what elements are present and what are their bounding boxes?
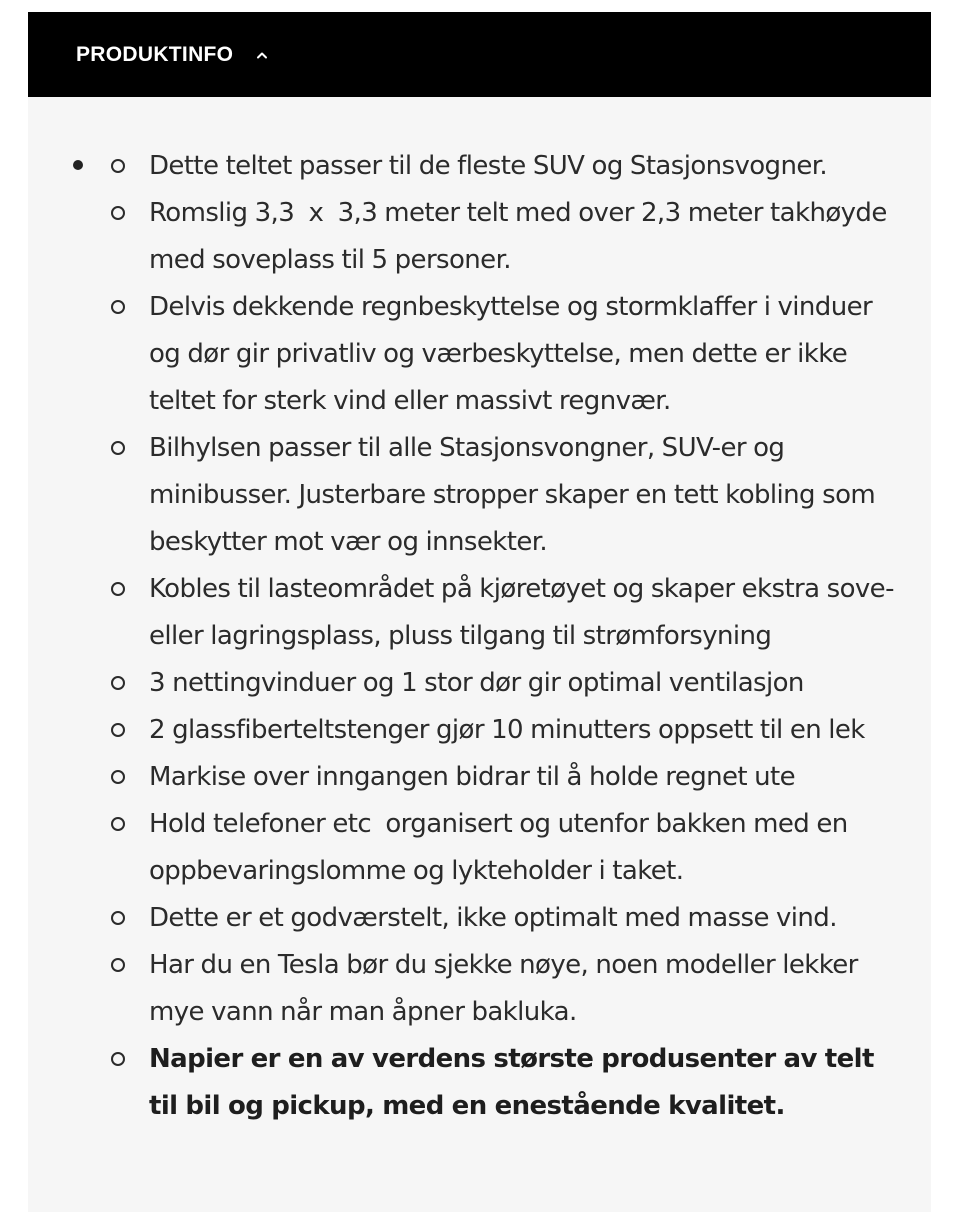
circle-bullet-icon (111, 582, 125, 596)
list-item-text: Delvis dekkende regnbeskyttelse og stormklaffer i vinduer og dør gir privatliv og værbeskyttelse, men dette er ikke teltet for sterk vind eller massivt regnvær. (149, 292, 880, 416)
list-item (149, 942, 894, 1036)
circle-bullet-icon (111, 723, 125, 737)
list-item (149, 143, 894, 190)
chevron-up-icon (255, 48, 269, 62)
list-item-text: Romslig 3,3 x 3,3 meter telt med over 2,3 meter takhøyde med soveplass til 5 personer. (149, 198, 894, 275)
list-item (149, 707, 894, 754)
product-info-panel (28, 12, 931, 1212)
circle-bullet-icon (111, 300, 125, 314)
list-item (149, 801, 894, 895)
feature-list (149, 143, 902, 1130)
circle-bullet-icon (111, 817, 125, 831)
list-item-text: Bilhylsen passer til alle Stasjonsvongner, SUV-er og minibusser. Justerbare stropper skaper en tett kobling som beskytter mot vær og innsekter. (149, 433, 883, 557)
circle-bullet-icon (111, 958, 125, 972)
list-item (149, 660, 894, 707)
list-item (149, 566, 902, 660)
list-item-text: 2 glassfiberteltstenger gjør 10 minutters oppsett til en lek (149, 715, 865, 745)
list-item-text: Napier er en av verdens største produsenter av telt til bil og pickup, med en enestående kvalitet. (149, 1044, 882, 1121)
list-item-text: Hold telefoner etc organisert og utenfor bakken med en oppbevaringslomme og lykteholder i taket. (149, 809, 855, 886)
list-bullet-icon (73, 160, 83, 170)
circle-bullet-icon (111, 676, 125, 690)
circle-bullet-icon (111, 159, 125, 173)
list-item-text: 3 nettingvinduer og 1 stor dør gir optimal ventilasjon (149, 668, 804, 698)
list-item (149, 425, 894, 566)
list-item (149, 284, 894, 425)
list-item-text: Dette teltet passer til de fleste SUV og Stasjonsvogner. (149, 151, 828, 181)
list-item (149, 895, 894, 942)
list-item-text: Markise over inngangen bidrar til å holde regnet ute (149, 762, 796, 792)
accordion-title: PRODUKTINFO (76, 42, 234, 66)
circle-bullet-icon (111, 911, 125, 925)
circle-bullet-icon (111, 770, 125, 784)
list-item (149, 754, 894, 801)
circle-bullet-icon (111, 206, 125, 220)
circle-bullet-icon (111, 441, 125, 455)
list-item-text: Dette er et godværstelt, ikke optimalt med masse vind. (149, 903, 837, 933)
list-item (149, 190, 894, 284)
circle-bullet-icon (111, 1052, 125, 1066)
list-item (149, 1036, 894, 1130)
produktinfo-accordion-toggle[interactable] (28, 12, 931, 97)
list-item-text: Har du en Tesla bør du sjekke nøye, noen modeller lekker mye vann når man åpner bakluka. (149, 950, 865, 1027)
list-item-text: Kobles til lasteområdet på kjøretøyet og skaper ekstra sove- eller lagringsplass, pluss tilgang til strømforsyning (149, 574, 902, 651)
